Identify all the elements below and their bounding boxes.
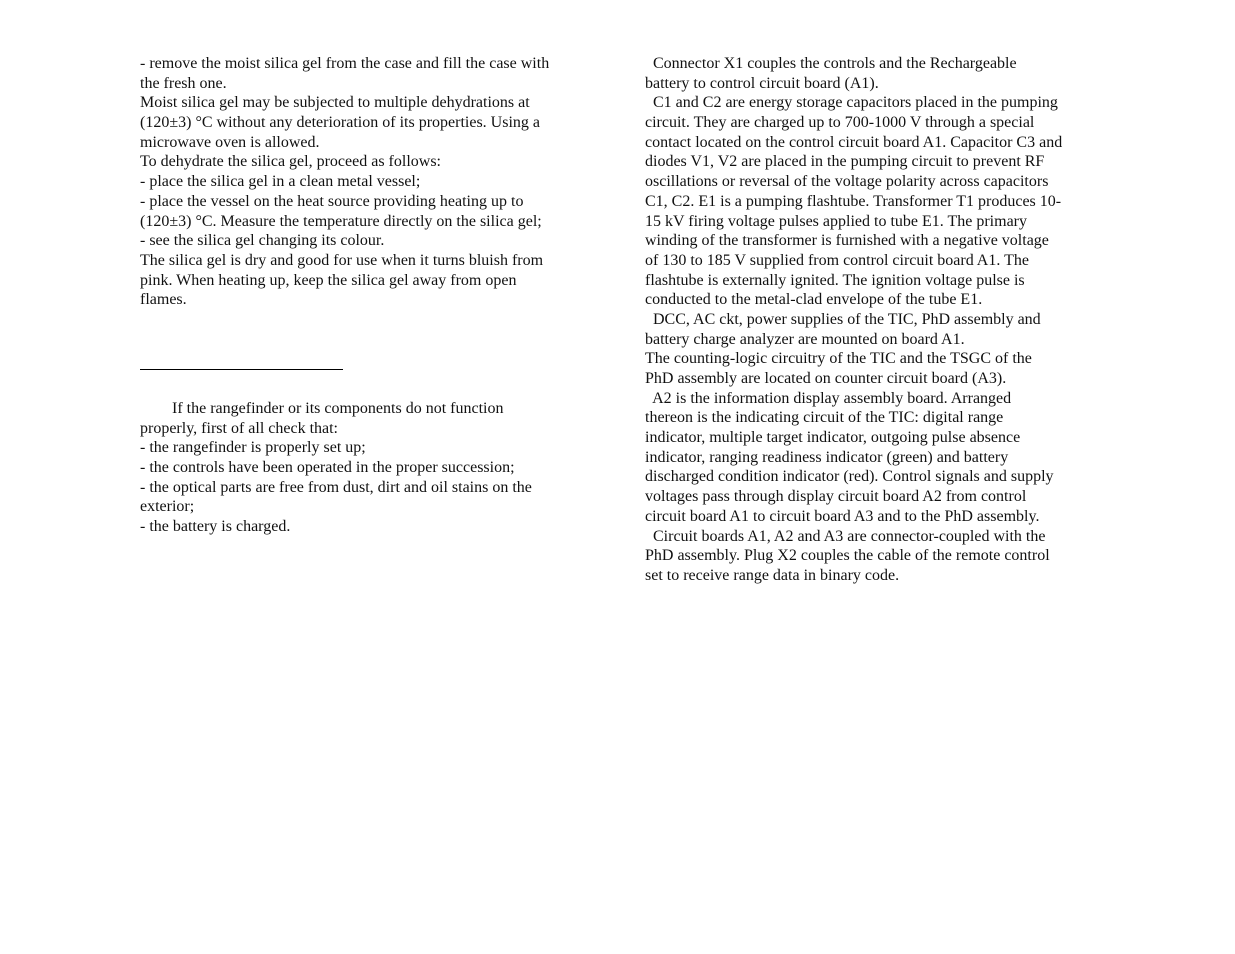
text-line: of 130 to 185 V supplied from control circuit board A1. The xyxy=(645,251,1029,269)
text-line: set to receive range data in binary code. xyxy=(645,566,900,584)
silica-gel-instructions xyxy=(140,54,586,310)
text-line: C1, C2. E1 is a pumping flashtube. Transformer T1 produces 10- xyxy=(645,192,1062,210)
text-line: voltages pass through display circuit board A2 from control xyxy=(645,488,1027,506)
text-line: Circuit boards A1, A2 and A3 are connector-coupled with the xyxy=(645,527,1046,545)
text-line: conducted to the metal-clad envelope of the tube E1. xyxy=(645,291,983,309)
text-line: flames. xyxy=(140,291,187,309)
text-line: contact located on the control circuit board A1. Capacitor C3 and xyxy=(645,133,1063,151)
text-line: A2 is the information display assembly board. Arranged xyxy=(645,389,1012,407)
text-line: - place the vessel on the heat source providing heating up to xyxy=(140,192,524,210)
text-line: - remove the moist silica gel from the case and fill the case with xyxy=(140,55,550,72)
text-line: - place the silica gel in a clean metal vessel; xyxy=(140,173,421,191)
text-line: winding of the transformer is furnished with a negative voltage xyxy=(645,232,1049,250)
text-line: the fresh one. xyxy=(140,74,227,92)
circuit-description xyxy=(645,54,1097,586)
text-line: discharged condition indicator (red). Control signals and supply xyxy=(645,468,1054,486)
text-line: PhD assembly. Plug X2 couples the cable of the remote control xyxy=(645,547,1050,565)
text-line: If the rangefinder or its components do not function xyxy=(140,399,504,417)
troubleshooting-checklist xyxy=(140,399,586,537)
text-line: PhD assembly are located on counter circuit board (A3). xyxy=(645,370,1007,387)
text-line: (120±3) °C without any deterioration of its properties. Using a xyxy=(140,114,540,132)
text-line: indicator, ranging readiness indicator (green) and battery xyxy=(645,448,1009,466)
text-line: The silica gel is dry and good for use when it turns bluish from xyxy=(140,251,544,269)
text-line: 15 kV firing voltage pulses applied to tube E1. The primary xyxy=(645,212,1027,230)
text-line: battery to control circuit board (A1). xyxy=(645,74,879,92)
text-line: indicator, multiple target indicator, outgoing pulse absence xyxy=(645,429,1021,447)
text-line: oscillations or reversal of the voltage polarity across capacitors xyxy=(645,173,1049,191)
text-line: - the battery is charged. xyxy=(140,518,291,536)
text-line: The counting-logic circuitry of the TIC and the TSGC of the xyxy=(645,350,1032,368)
text-line: Connector X1 couples the controls and the Rechargeable xyxy=(645,55,1017,72)
text-line: DCC, AC ckt, power supplies of the TIC, PhD assembly and xyxy=(645,310,1041,328)
text-line: (120±3) °C. Measure the temperature directly on the silica gel; xyxy=(140,212,542,230)
text-line: thereon is the indicating circuit of the TIC: digital range xyxy=(645,409,1004,427)
text-line: Moist silica gel may be subjected to multiple dehydrations at xyxy=(140,94,530,112)
text-line: To dehydrate the silica gel, proceed as follows: xyxy=(140,153,441,171)
text-line: - see the silica gel changing its colour. xyxy=(140,232,385,250)
text-line: - the controls have been operated in the proper succession; xyxy=(140,459,515,476)
text-line: exterior; xyxy=(140,498,195,516)
separator-spacing xyxy=(140,370,586,399)
text-line: battery charge analyzer are mounted on board A1. xyxy=(645,330,965,348)
text-line: circuit board A1 to circuit board A3 and to the PhD assembly. xyxy=(645,507,1040,525)
text-line: circuit. They are charged up to 700-1000 V through a special xyxy=(645,114,1035,132)
right-column xyxy=(645,54,1097,586)
text-line: - the optical parts are free from dust, dirt and oil stains on the xyxy=(140,478,532,496)
text-line: - the rangefinder is properly set up; xyxy=(140,439,366,457)
text-line: diodes V1, V2 are placed in the pumping circuit to prevent RF xyxy=(645,153,1045,171)
text-line: flashtube is externally ignited. The ignition voltage pulse is xyxy=(645,271,1025,289)
text-line: C1 and C2 are energy storage capacitors placed in the pumping xyxy=(645,94,1058,112)
text-line: pink. When heating up, keep the silica gel away from open xyxy=(140,271,517,289)
text-line: microwave oven is allowed. xyxy=(140,133,320,151)
left-column xyxy=(140,54,586,537)
text-line: properly, first of all check that: xyxy=(140,419,338,437)
